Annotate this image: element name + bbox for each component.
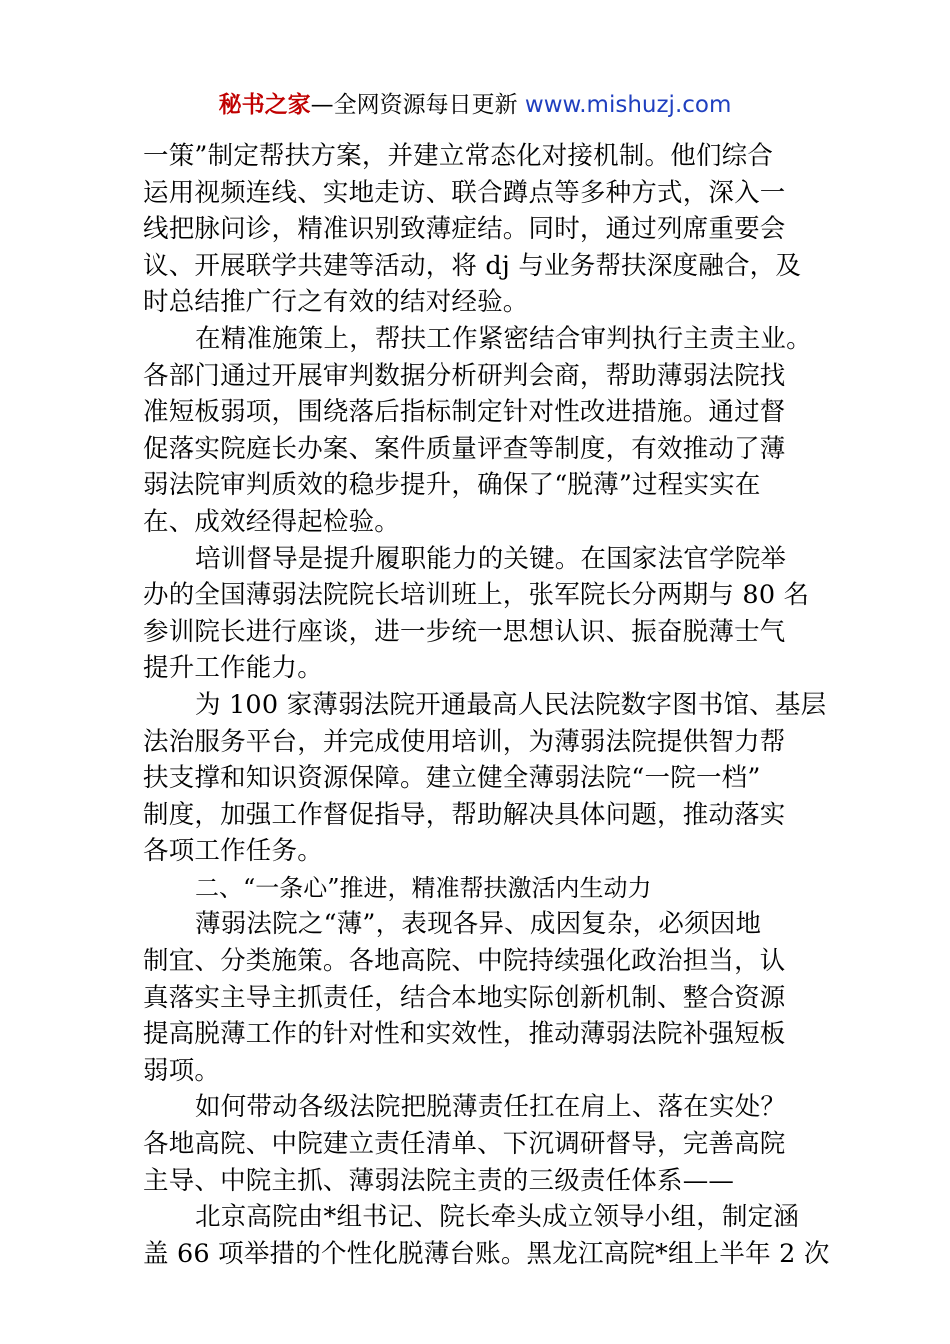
text-line: 弱法院审判质效的稳步提升，确保了“脱薄”过程实实在	[143, 470, 761, 501]
text-line: 真落实主导主抓责任，结合本地实际创新机制、整合资源	[143, 982, 786, 1013]
text-line: 提高脱薄工作的针对性和实效性，推动薄弱法院补强短板	[143, 1019, 786, 1050]
document-body	[143, 138, 830, 1272]
paragraph-start-line: 培训督导是提升履职能力的关键。在国家法官学院举	[195, 543, 787, 574]
site-url[interactable]: www.mishuzj.com	[524, 92, 732, 118]
text-line: 盖 66 项举措的个性化脱薄台账。黑龙江高院*组上半年 2 次	[143, 1238, 830, 1269]
text-line: 运用视频连线、实地走访、联合蹲点等多种方式，深入一	[143, 177, 786, 208]
paragraph-start-line: 如何带动各级法院把脱薄责任扛在肩上、落在实处？	[195, 1092, 787, 1123]
text-line: 在、成效经得起检验。	[143, 506, 401, 537]
paragraph-start-line: 为 100 家薄弱法院开通最高人民法院数字图书馆、基层	[195, 689, 827, 720]
text-line: 办的全国薄弱法院院长培训班上，张军院长分两期与 80 名	[143, 580, 810, 611]
text-line: 各部门通过开展审判数据分析研判会商，帮助薄弱法院找	[143, 360, 786, 391]
text-line: 促落实院庭长办案、案件质量评查等制度，有效推动了薄	[143, 433, 786, 464]
text-line: 线把脉问诊，精准识别致薄症结。同时，通过列席重要会	[143, 214, 786, 245]
text-line: 制宜、分类施策。各地高院、中院持续强化政治担当，认	[143, 946, 786, 977]
text-line: 各地高院、中院建立责任清单、下沉调研督导，完善高院	[143, 1129, 786, 1160]
text-line: 参训院长进行座谈，进一步统一思想认识、振奋脱薄士气	[143, 616, 786, 647]
text-line: 提升工作能力。	[143, 653, 323, 684]
text-line: 一策”制定帮扶方案，并建立常态化对接机制。他们综合	[143, 141, 774, 171]
text-line: 议、开展联学共建等活动，将 dj 与业务帮扶深度融合，及	[143, 250, 802, 281]
paragraph-start-line: 北京高院由*组书记、院长牵头成立领导小组，制定涵	[195, 1202, 800, 1233]
site-header	[0, 88, 950, 122]
text-line: 时总结推广行之有效的结对经验。	[143, 287, 529, 318]
site-tagline: —全网资源每日更新	[310, 92, 525, 118]
paragraph-start-line: 薄弱法院之“薄”，表现各异、成因复杂，必须因地	[195, 909, 762, 940]
text-line: 扶支撑和知识资源保障。建立健全薄弱法院“一院一档”	[143, 763, 761, 794]
text-line: 弱项。	[143, 1055, 221, 1086]
text-line: 主导、中院主抓、薄弱法院主责的三级责任体系——	[143, 1165, 735, 1196]
text-line: 各项工作任务。	[143, 836, 323, 867]
text-line: 准短板弱项，围绕落后指标制定针对性改进措施。通过督	[143, 397, 786, 428]
text-line: 制度，加强工作督促指导，帮助解决具体问题，推动落实	[143, 799, 786, 830]
text-line: 法治服务平台，并完成使用培训，为薄弱法院提供智力帮	[143, 726, 786, 757]
paragraph-start-line: 在精准施策上，帮扶工作紧密结合审判执行主责主业。	[195, 323, 812, 354]
site-brand: 秘书之家	[218, 92, 311, 118]
section-heading: 二、“一条心”推进，精准帮扶激活内生动力	[195, 873, 652, 902]
